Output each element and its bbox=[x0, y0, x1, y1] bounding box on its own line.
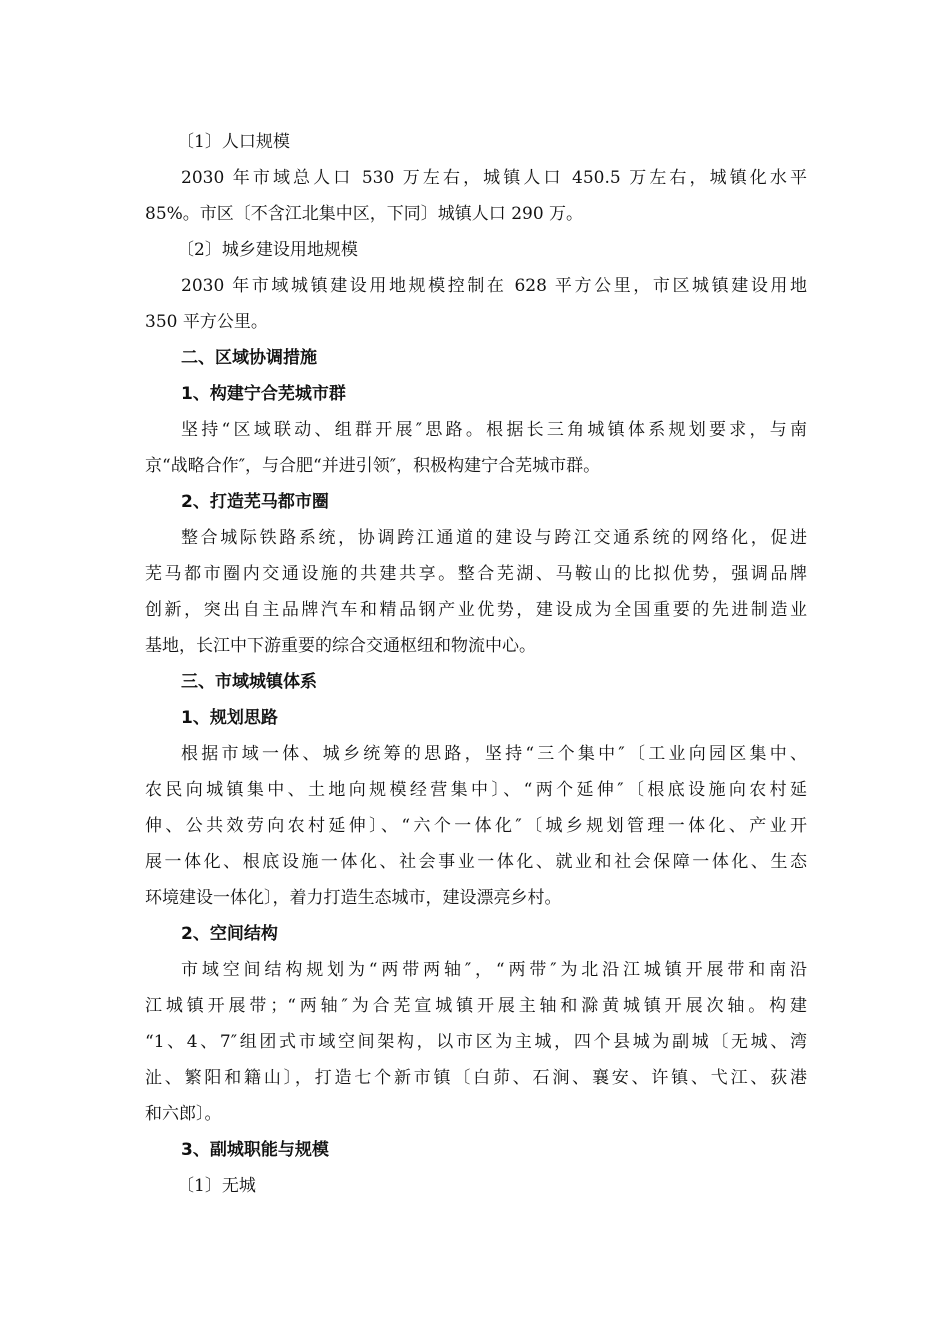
paragraph-line: 根据市域一体、城乡统筹的思路，坚持“三个集中″〔工业向园区集中、 bbox=[181, 744, 807, 764]
paragraph-line: 350 平方公里。 bbox=[145, 312, 268, 332]
section-heading-town-system: 三、市域城镇体系 bbox=[181, 672, 317, 692]
subsection-heading-metropolitan-area: 2、打造芜马都市圈 bbox=[181, 492, 329, 512]
paragraph-line: 沚、繁阳和籍山〕，打造七个新市镇〔白茆、石涧、襄安、许镇、弋江、荻港 bbox=[145, 1068, 807, 1088]
paragraph-line: 基地，长江中下游重要的综合交通枢纽和物流中心。 bbox=[145, 636, 536, 656]
paragraph-line: 江城镇开展带；“两轴″为合芜宣城镇开展主轴和滁黄城镇开展次轴。构建 bbox=[145, 996, 807, 1016]
paragraph-line: 芜马都市圈内交通设施的共建共享。整合芜湖、马鞍山的比拟优势，强调品牌 bbox=[145, 564, 807, 584]
paragraph-line: 坚持“区域联动、组群开展″思路。根据长三角城镇体系规划要求，与南 bbox=[181, 420, 807, 440]
subheading-land-scale: 〔2〕城乡建设用地规模 bbox=[177, 240, 358, 260]
paragraph-line: 农民向城镇集中、土地向规模经营集中〕、“两个延伸″〔根底设施向农村延 bbox=[145, 780, 807, 800]
subsection-heading-sub-city-functions: 3、副城职能与规模 bbox=[181, 1140, 329, 1160]
paragraph-line: 展一体化、根底设施一体化、社会事业一体化、就业和社会保障一体化、生态 bbox=[145, 852, 807, 872]
paragraph-line: 创新，突出自主品牌汽车和精品钢产业优势，建设成为全国重要的先进制造业 bbox=[145, 600, 807, 620]
paragraph-line: 2030 年市域城镇建设用地规模控制在 628 平方公里，市区城镇建设用地 bbox=[181, 276, 807, 296]
paragraph-line: 市域空间结构规划为“两带两轴″，“两带″为北沿江城镇开展带和南沿 bbox=[181, 960, 807, 980]
subsection-heading-spatial-structure: 2、空间结构 bbox=[181, 924, 278, 944]
paragraph-line: 整合城际铁路系统，协调跨江通道的建设与跨江交通系统的网络化，促进 bbox=[181, 528, 807, 548]
subsection-heading-planning-approach: 1、规划思路 bbox=[181, 708, 278, 728]
paragraph-line: 85%。市区〔不含江北集中区，下同〕城镇人口 290 万。 bbox=[145, 204, 584, 224]
document-body bbox=[145, 124, 807, 1204]
subsection-heading-city-cluster: 1、构建宁合芜城市群 bbox=[181, 384, 346, 404]
section-heading-regional-coordination: 二、区域协调措施 bbox=[181, 348, 317, 368]
paragraph-line: 伸、公共效劳向农村延伸〕、“六个一体化″〔城乡规划管理一体化、产业开 bbox=[145, 816, 807, 836]
paragraph-line: 和六郎〕。 bbox=[145, 1104, 222, 1124]
subheading-population-scale: 〔1〕人口规模 bbox=[177, 132, 290, 152]
paragraph-line: 环境建设一体化〕，着力打造生态城市，建设漂亮乡村。 bbox=[145, 888, 562, 908]
paragraph-line: “1、4、7″组团式市域空间架构，以市区为主城，四个县城为副城〔无城、湾 bbox=[145, 1032, 807, 1052]
paragraph-line: 2030 年市域总人口 530 万左右，城镇人口 450.5 万左右，城镇化水平 bbox=[181, 168, 807, 188]
subheading-wucheng: 〔1〕无城 bbox=[177, 1176, 256, 1196]
paragraph-line: 京“战略合作″，与合肥“并进引领″，积极构建宁合芜城市群。 bbox=[145, 456, 601, 476]
